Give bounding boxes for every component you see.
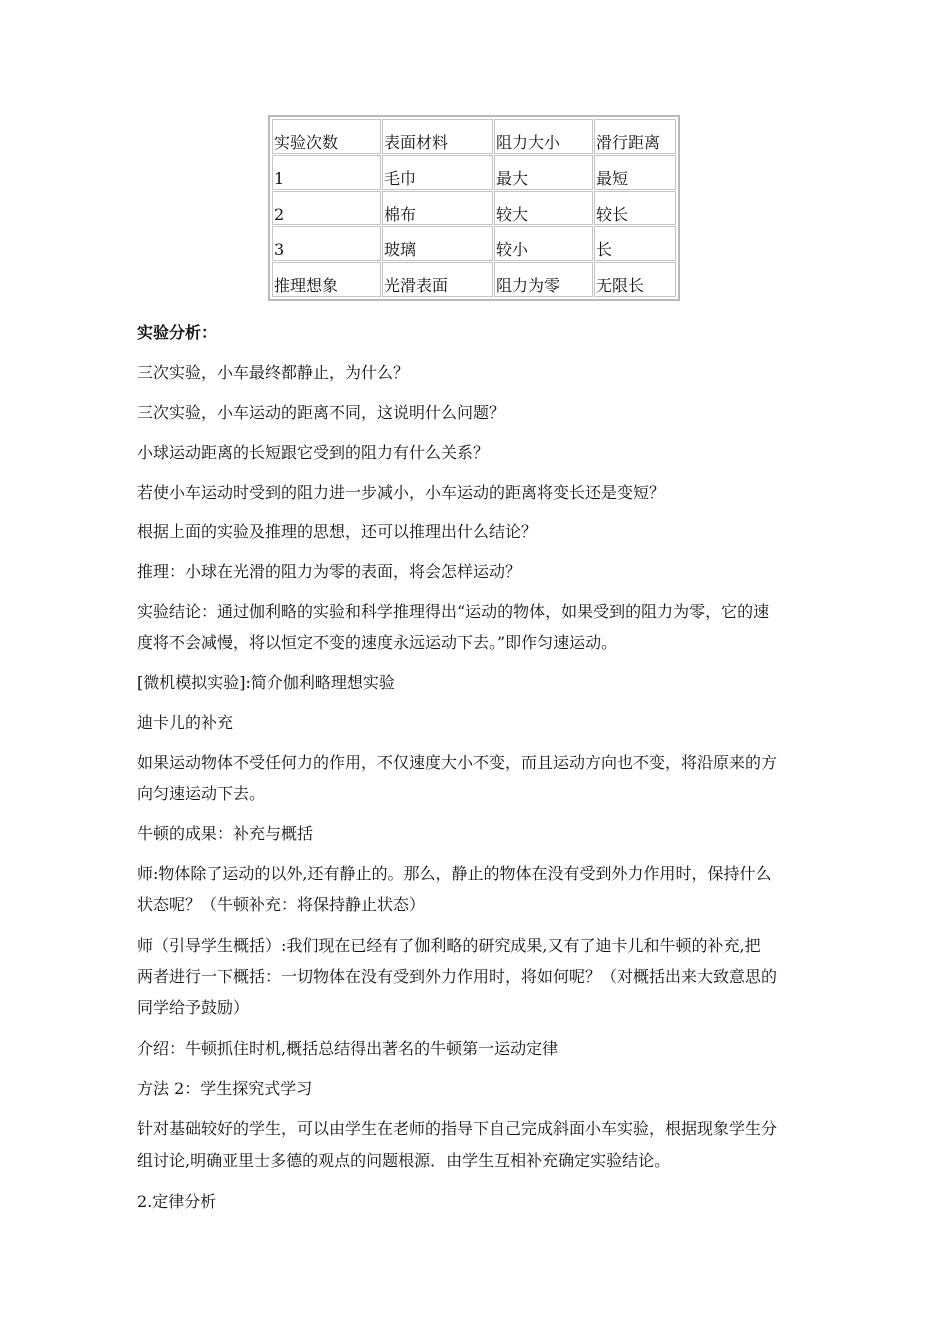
table-cell: 光滑表面 [382, 262, 493, 297]
table-cell: 1 [272, 155, 381, 190]
intro-paragraph: 介绍：牛顿抓住时机,概括总结得出著名的牛顿第一运动定律 [137, 1039, 559, 1058]
descartes-line-2: 向匀速运动下去。 [137, 784, 266, 803]
table-cell: 无限长 [594, 262, 676, 297]
experiment-table [268, 115, 680, 301]
newton-heading: 牛顿的成果：补充与概括 [137, 824, 314, 843]
question-3: 小球运动距离的长短跟它受到的阻力有什么关系？ [137, 443, 490, 462]
reasoning-question: 推理：小球在光滑的阻力为零的表面，将会怎样运动？ [137, 562, 522, 581]
teacher-summary-line-1: 师（引导学生概括）:我们现在已经有了伽利略的研究成果,又有了迪卡儿和牛顿的补充,把 [137, 936, 761, 955]
table-header-row [272, 119, 676, 154]
table-cell: 较大 [494, 191, 593, 226]
teacher-summary-line-2: 两者进行一下概括：一切物体在没有受到外力作用时，将如何呢？（对概括出来大致意思的 [137, 967, 778, 986]
method-2-line-2: 组讨论,明确亚里士多德的观点的问题根源．由学生互相补充确定实验结论。 [137, 1151, 671, 1170]
simulation-note: [微机模拟实验]:简介伽利略理想实验 [137, 673, 395, 692]
table-cell: 2 [272, 191, 381, 226]
table-cell: 较长 [594, 191, 676, 226]
table-cell: 玻璃 [382, 226, 493, 261]
question-4: 若使小车运动时受到的阻力进一步减小，小车运动的距离将变长还是变短？ [137, 483, 666, 502]
conclusion-line-1: 实验结论：通过伽利略的实验和科学推理得出“运动的物体，如果受到的阻力为零，它的速 [137, 602, 770, 621]
table-cell: 最大 [494, 155, 593, 190]
table-row [272, 191, 676, 226]
table-cell: 3 [272, 226, 381, 261]
table-cell: 推理想象 [272, 262, 381, 297]
table-cell: 棉布 [382, 191, 493, 226]
teacher-summary-line-3: 同学给予鼓励） [137, 998, 250, 1017]
descartes-line-1: 如果运动物体不受任何力的作用，不仅速度大小不变，而且运动方向也不变，将沿原来的方 [137, 753, 778, 772]
table-cell: 最短 [594, 155, 676, 190]
table-row [272, 262, 676, 297]
question-5: 根据上面的实验及推理的思想，还可以推理出什么结论？ [137, 522, 538, 541]
table-header-cell: 阻力大小 [494, 119, 593, 154]
teacher-question-line-1: 师:物体除了运动的以外,还有静止的。那么，静止的物体在没有受到外力作用时，保持什么 [137, 864, 772, 883]
table-row [272, 226, 676, 261]
method-2-line-1: 针对基础较好的学生，可以由学生在老师的指导下自己完成斜面小车实验，根据现象学生分 [137, 1119, 778, 1138]
question-1: 三次实验，小车最终都静止，为什么？ [137, 363, 410, 382]
table-cell: 长 [594, 226, 676, 261]
teacher-question-line-2: 状态呢？（牛顿补充：将保持静止状态） [137, 895, 426, 914]
conclusion-line-2: 度将不会减慢，将以恒定不变的速度永远运动下去。”即作匀速运动。 [137, 633, 618, 652]
question-2: 三次实验，小车运动的距离不同，这说明什么问题？ [137, 403, 506, 422]
method-2-heading: 方法 2：学生探究式学习 [137, 1079, 313, 1098]
table-header-cell: 表面材料 [382, 119, 493, 154]
table-header-cell: 实验次数 [272, 119, 381, 154]
table-cell: 较小 [494, 226, 593, 261]
table-row [272, 155, 676, 190]
table-header-cell: 滑行距离 [594, 119, 676, 154]
table-cell: 阻力为零 [494, 262, 593, 297]
analysis-heading: 实验分析： [137, 323, 218, 342]
table-cell: 毛巾 [382, 155, 493, 190]
law-analysis-heading: 2.定律分析 [137, 1192, 217, 1211]
descartes-heading: 迪卡儿的补充 [137, 713, 234, 732]
